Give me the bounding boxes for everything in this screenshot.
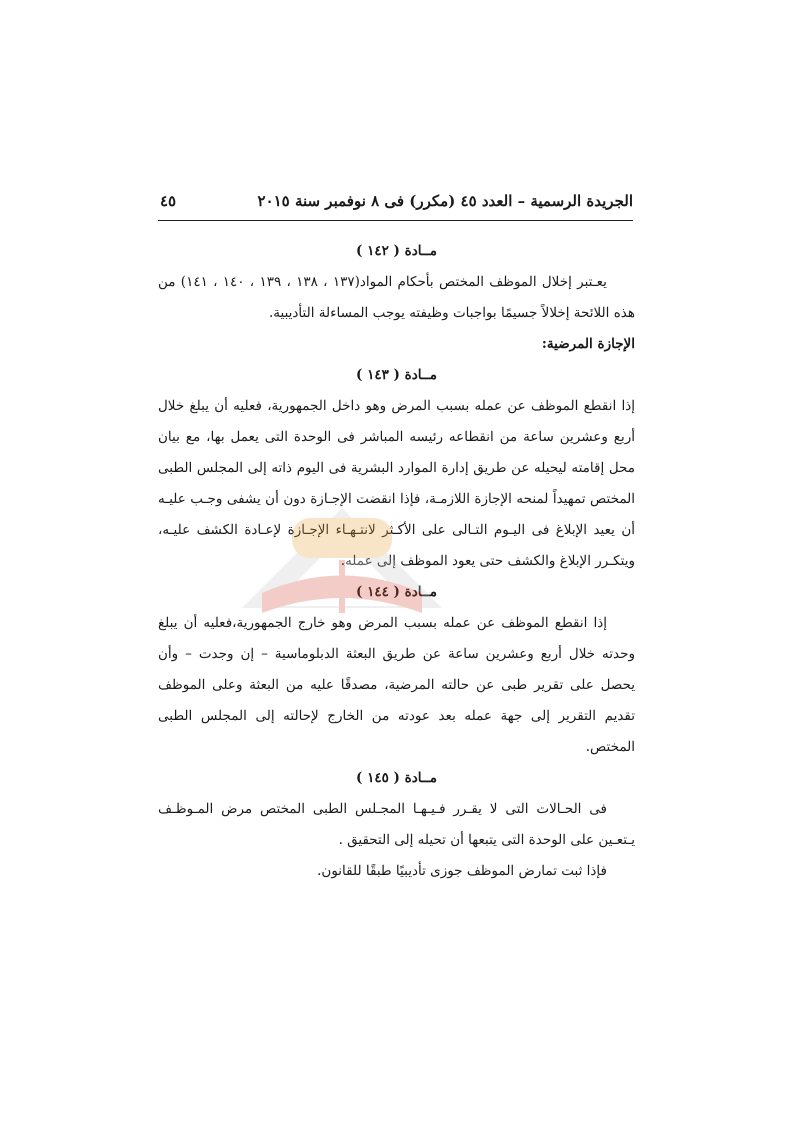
article-142-title: مــادة ( ١٤٢ ) xyxy=(356,243,437,259)
article-145-paragraph-1: فى الحـالات التى لا يقـرر فـيـهـا المجـلس الطبى المختص مرض المـوظـف يـتعـين على الوحدة التى يتبعها أن تحيله إلى التحقيق . xyxy=(158,801,635,848)
article-144-paragraph: إذا انقطع الموظف عن عمله بسبب المرض وهو خارج الجمهورية،فعليه أن يبلغ وحدته خلال أربع وعشرين ساعة عن طريق البعثة الدبلوماسية – إن وجدت – وأن يحصل على تقرير طبى عن حالته المرضية، مصدقًا عليه من البعثة وعلى الموظف تقديم التقرير إلى جهة عمله بعد عودته من الخارج لإحالته إلى المجلس الطبى المختص. xyxy=(158,615,635,755)
article-142-paragraph: يعـتبر إخلال الموظف المختص بأحكام المواد(١٣٧ ، ١٣٨ ، ١٣٩ ، ١٤٠ ، ١٤١) من هذه اللائحة إخلالاً جسيمًا بواجبات وظيفته يوجب المساءلة التأديبية. xyxy=(158,274,635,321)
page-header xyxy=(160,186,633,216)
page-number: ٤٥ xyxy=(160,192,177,210)
article-145-paragraph-2: فإذا ثبت تمارض الموظف جوزى تأديبيًا طبقًا للقانون. xyxy=(317,863,607,879)
header-divider xyxy=(158,220,633,221)
header-title: الجريدة الرسمية – العدد ٤٥ (مكرر) فى ٨ نوفمبر سنة ٢٠١٥ xyxy=(257,192,633,210)
article-143-title: مــادة ( ١٤٣ ) xyxy=(356,367,437,383)
article-143-paragraph: إذا انقطع الموظف عن عمله بسبب المرض وهو داخل الجمهورية، فعليه أن يبلغ خلال أربع وعشرين ساعة من انقطاعه رئيسه المباشر فى الوحدة التى يعمل بها، مع بيان محل إقامته ليحيله عن طريق إدارة الموارد البشرية فى اليوم ذاته إلى المجلس الطبى المختص تمهيداً لمنحه الإجازة اللازمـة، فإذا انقضت الإجـازة دون أن يشفى وجـب عليـه أن يعيد الإبلاغ فى اليـوم التـالى على الأكـثر لانتـهـاء الإجـازة لإعـادة الكشف عليـه، ويتكـرر الإبلاغ والكشف حتى يعود الموظف إلى عمله. xyxy=(158,398,635,569)
article-144-title: مــادة ( ١٤٤ ) xyxy=(356,584,437,600)
document-body xyxy=(158,236,635,887)
section-heading-sick-leave: الإجازة المرضية: xyxy=(541,336,635,352)
article-145-title: مــادة ( ١٤٥ ) xyxy=(356,770,437,786)
